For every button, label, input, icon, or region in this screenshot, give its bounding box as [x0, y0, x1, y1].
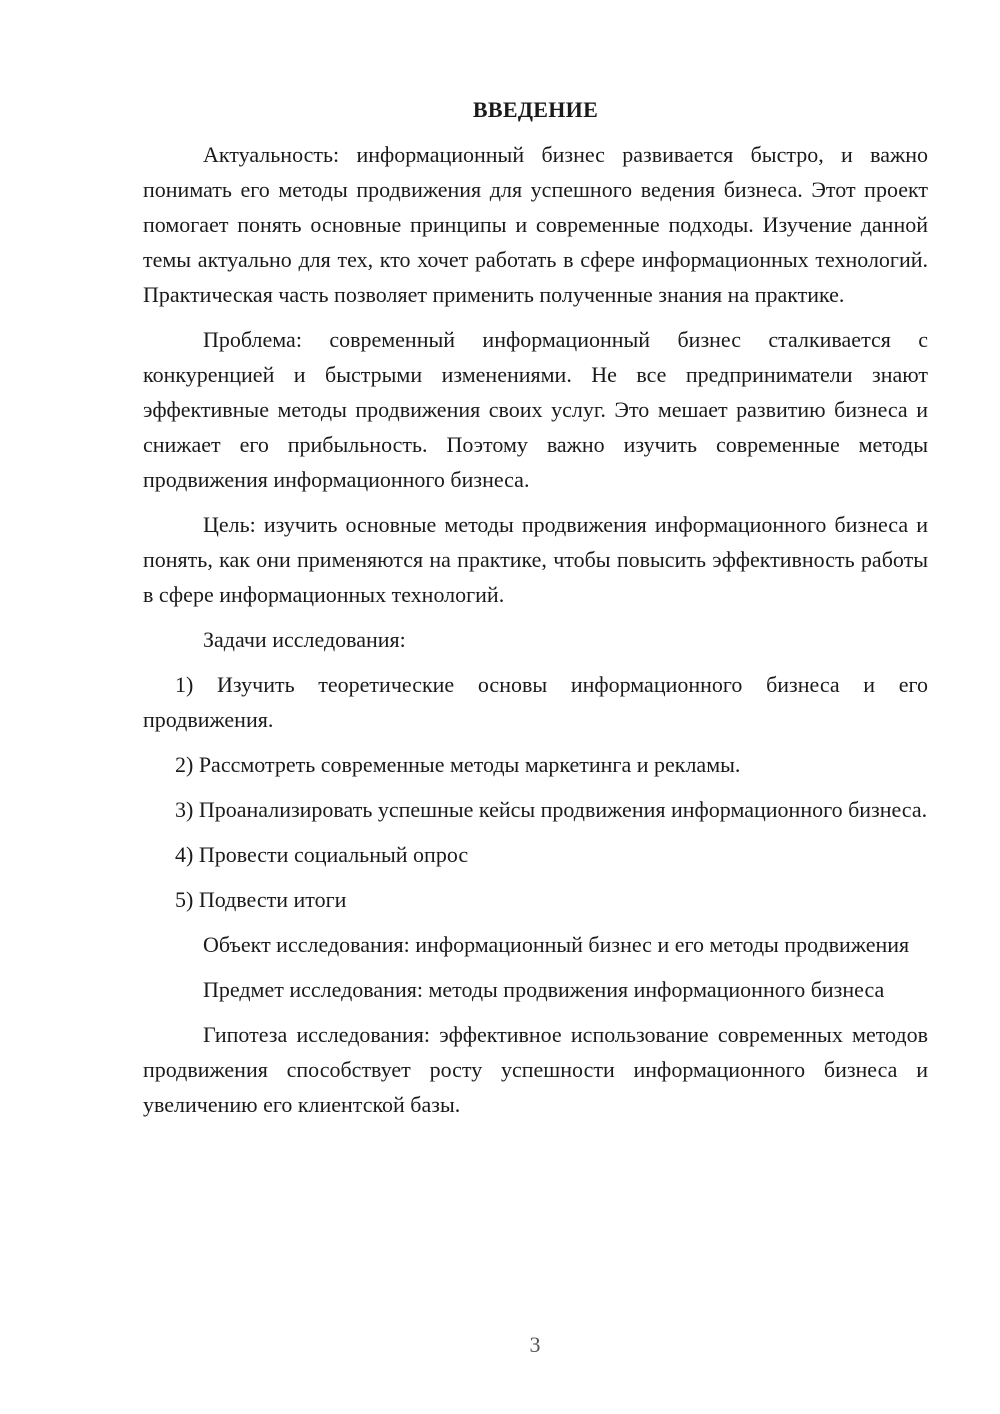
document-body	[143, 92, 928, 1122]
task-item-2: 2) Рассмотреть современные методы маркетинга и рекламы.	[175, 752, 741, 777]
paragraph-goal: Цель: изучить основные методы продвижения информационного бизнеса и понять, как они применяются на практике, чтобы повысить эффективность работы в сфере информационных технологий.	[143, 512, 928, 607]
paragraph-tasks-heading: Задачи исследования:	[203, 627, 406, 652]
task-item-5: 5) Подвести итоги	[175, 887, 347, 912]
section-title: ВВЕДЕНИЕ	[472, 97, 599, 122]
task-item-4: 4) Провести социальный опрос	[175, 842, 469, 867]
task-item-3: 3) Проанализировать успешные кейсы продвижения информационного бизнеса.	[175, 797, 928, 822]
paragraph-relevance: Актуальность: информационный бизнес развивается быстро, и важно понимать его методы продвижения для успешного ведения бизнеса. Этот проект помогает понять основные принципы и современные подходы. Изучение данной темы актуально для тех, кто хочет работать в сфере информационных технологий. Практическая часть позволяет применить полученные знания на практике.	[143, 142, 928, 307]
task-item-1: 1) Изучить теоретические основы информационного бизнеса и его продвижения.	[143, 672, 928, 732]
paragraph-problem: Проблема: современный информационный бизнес сталкивается с конкуренцией и быстрыми изменениями. Не все предприниматели знают эффективные методы продвижения своих услуг. Это мешает развитию бизнеса и снижает его прибыльность. Поэтому важно изучить современные методы продвижения информационного бизнеса.	[143, 327, 928, 492]
paragraph-subject: Предмет исследования: методы продвижения информационного бизнеса	[203, 977, 885, 1002]
page-number: 3	[529, 1332, 541, 1357]
paragraph-hypothesis: Гипотеза исследования: эффективное использование современных методов продвижения способствует росту успешности информационного бизнеса и увеличению его клиентской базы.	[143, 1022, 928, 1117]
paragraph-object: Объект исследования: информационный бизнес и его методы продвижения	[203, 932, 910, 957]
